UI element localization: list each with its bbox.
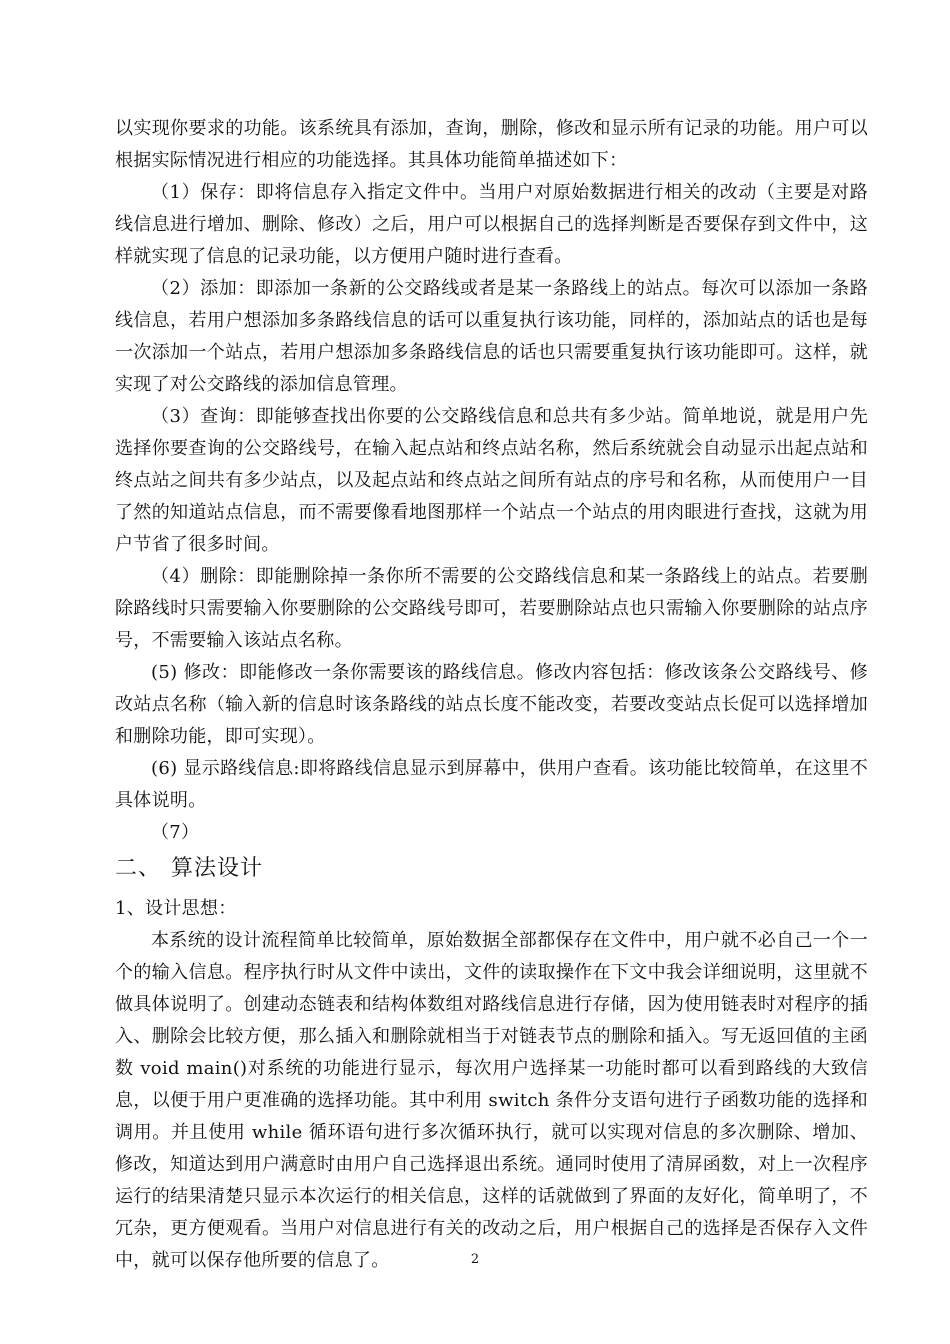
function-item-add: （2）添加：即添加一条新的公交路线或者是某一条路线上的站点。每次可以添加一条路线信息，若用户想添加多条路线信息的话可以重复执行该功能，同样的，添加站点的话也是每一次添加一个站点，若用户想添加多条路线信息的话也只需要重复执行该功能即可。这样，就实现了对公交路线的添加信息管理。	[115, 278, 868, 395]
subsection-title: 1、设计思想：	[115, 898, 237, 919]
function-item-save: （1）保存：即将信息存入指定文件中。当用户对原始数据进行相关的改动（主要是对路线信息进行增加、删除、修改）之后，用户可以根据自己的选择判断是否要保存到文件中，这样就实现了信息的记录功能，以方便用户随时进行查看。	[115, 182, 868, 267]
section-heading	[115, 849, 868, 889]
function-item-display: (6) 显示路线信息:即将路线信息显示到屏幕中，供用户查看。该功能比较简单，在这里不具体说明。	[115, 758, 868, 811]
section-number: 二、	[115, 856, 162, 881]
page-content	[115, 113, 868, 1277]
page-number: 2	[470, 1252, 480, 1267]
function-item-modify: (5) 修改：即能修改一条你需要该的路线信息。修改内容包括：修改该条公交路线号、修改站点名称（输入新的信息时该条路线的站点长度不能改变，若要改变站点长促可以选择增加和删除功能，即可实现）。	[115, 662, 868, 747]
intro-paragraph: 以实现你要求的功能。该系统具有添加，查询，删除，修改和显示所有记录的功能。用户可以根据实际情况进行相应的功能选择。其具体功能简单描述如下：	[115, 118, 868, 171]
function-item-delete: （4）删除：即能删除掉一条你所不需要的公交路线信息和某一条路线上的站点。若要删除路线时只需要输入你要删除的公交路线号即可，若要删除站点也只需输入你要删除的站点序号，不需要输入该站点名称。	[115, 566, 868, 651]
function-item-7: （7）	[151, 822, 200, 843]
section-title: 算法设计	[171, 856, 264, 881]
function-item-query: （3）查询：即能够查找出你要的公交路线信息和总共有多少站。简单地说，就是用户先选择你要查询的公交路线号，在输入起点站和终点站名称，然后系统就会自动显示出起点站和终点站之间共有多少站点，以及起点站和终点站之间所有站点的序号和名称，从而使用户一目了然的知道站点信息，而不需要像看地图那样一个站点一个站点的用肉眼进行查找，这就为用户节省了很多时间。	[115, 406, 868, 555]
design-paragraph: 本系统的设计流程简单比较简单，原始数据全部都保存在文件中，用户就不必自己一个一个的输入信息。程序执行时从文件中读出，文件的读取操作在下文中我会详细说明，这里就不做具体说明了。创建动态链表和结构体数组对路线信息进行存储，因为使用链表时对程序的插入、删除会比较方便，那么插入和删除就相当于对链表节点的删除和插入。写无返回值的主函数 void main()对系统的功能进行显示，每次用户选择某一功能时都可以看到路线的大致信息，以便于用户更准确的选择功能。其中利用 switch 条件分支语句进行子函数功能的选择和调用。并且使用 while 循环语句进行多次循环执行，就可以实现对信息的多次删除、增加、修改，知道达到用户满意时由用户自己选择退出系统。通同时使用了清屏函数，对上一次程序运行的结果清楚只显示本次运行的相关信息，这样的话就做到了界面的友好化，简单明了，不冗杂，更方便观看。当用户对信息进行有关的改动之后，用户根据自己的选择是否保存入文件中，就可以保存他所要的信息了。	[115, 930, 868, 1271]
